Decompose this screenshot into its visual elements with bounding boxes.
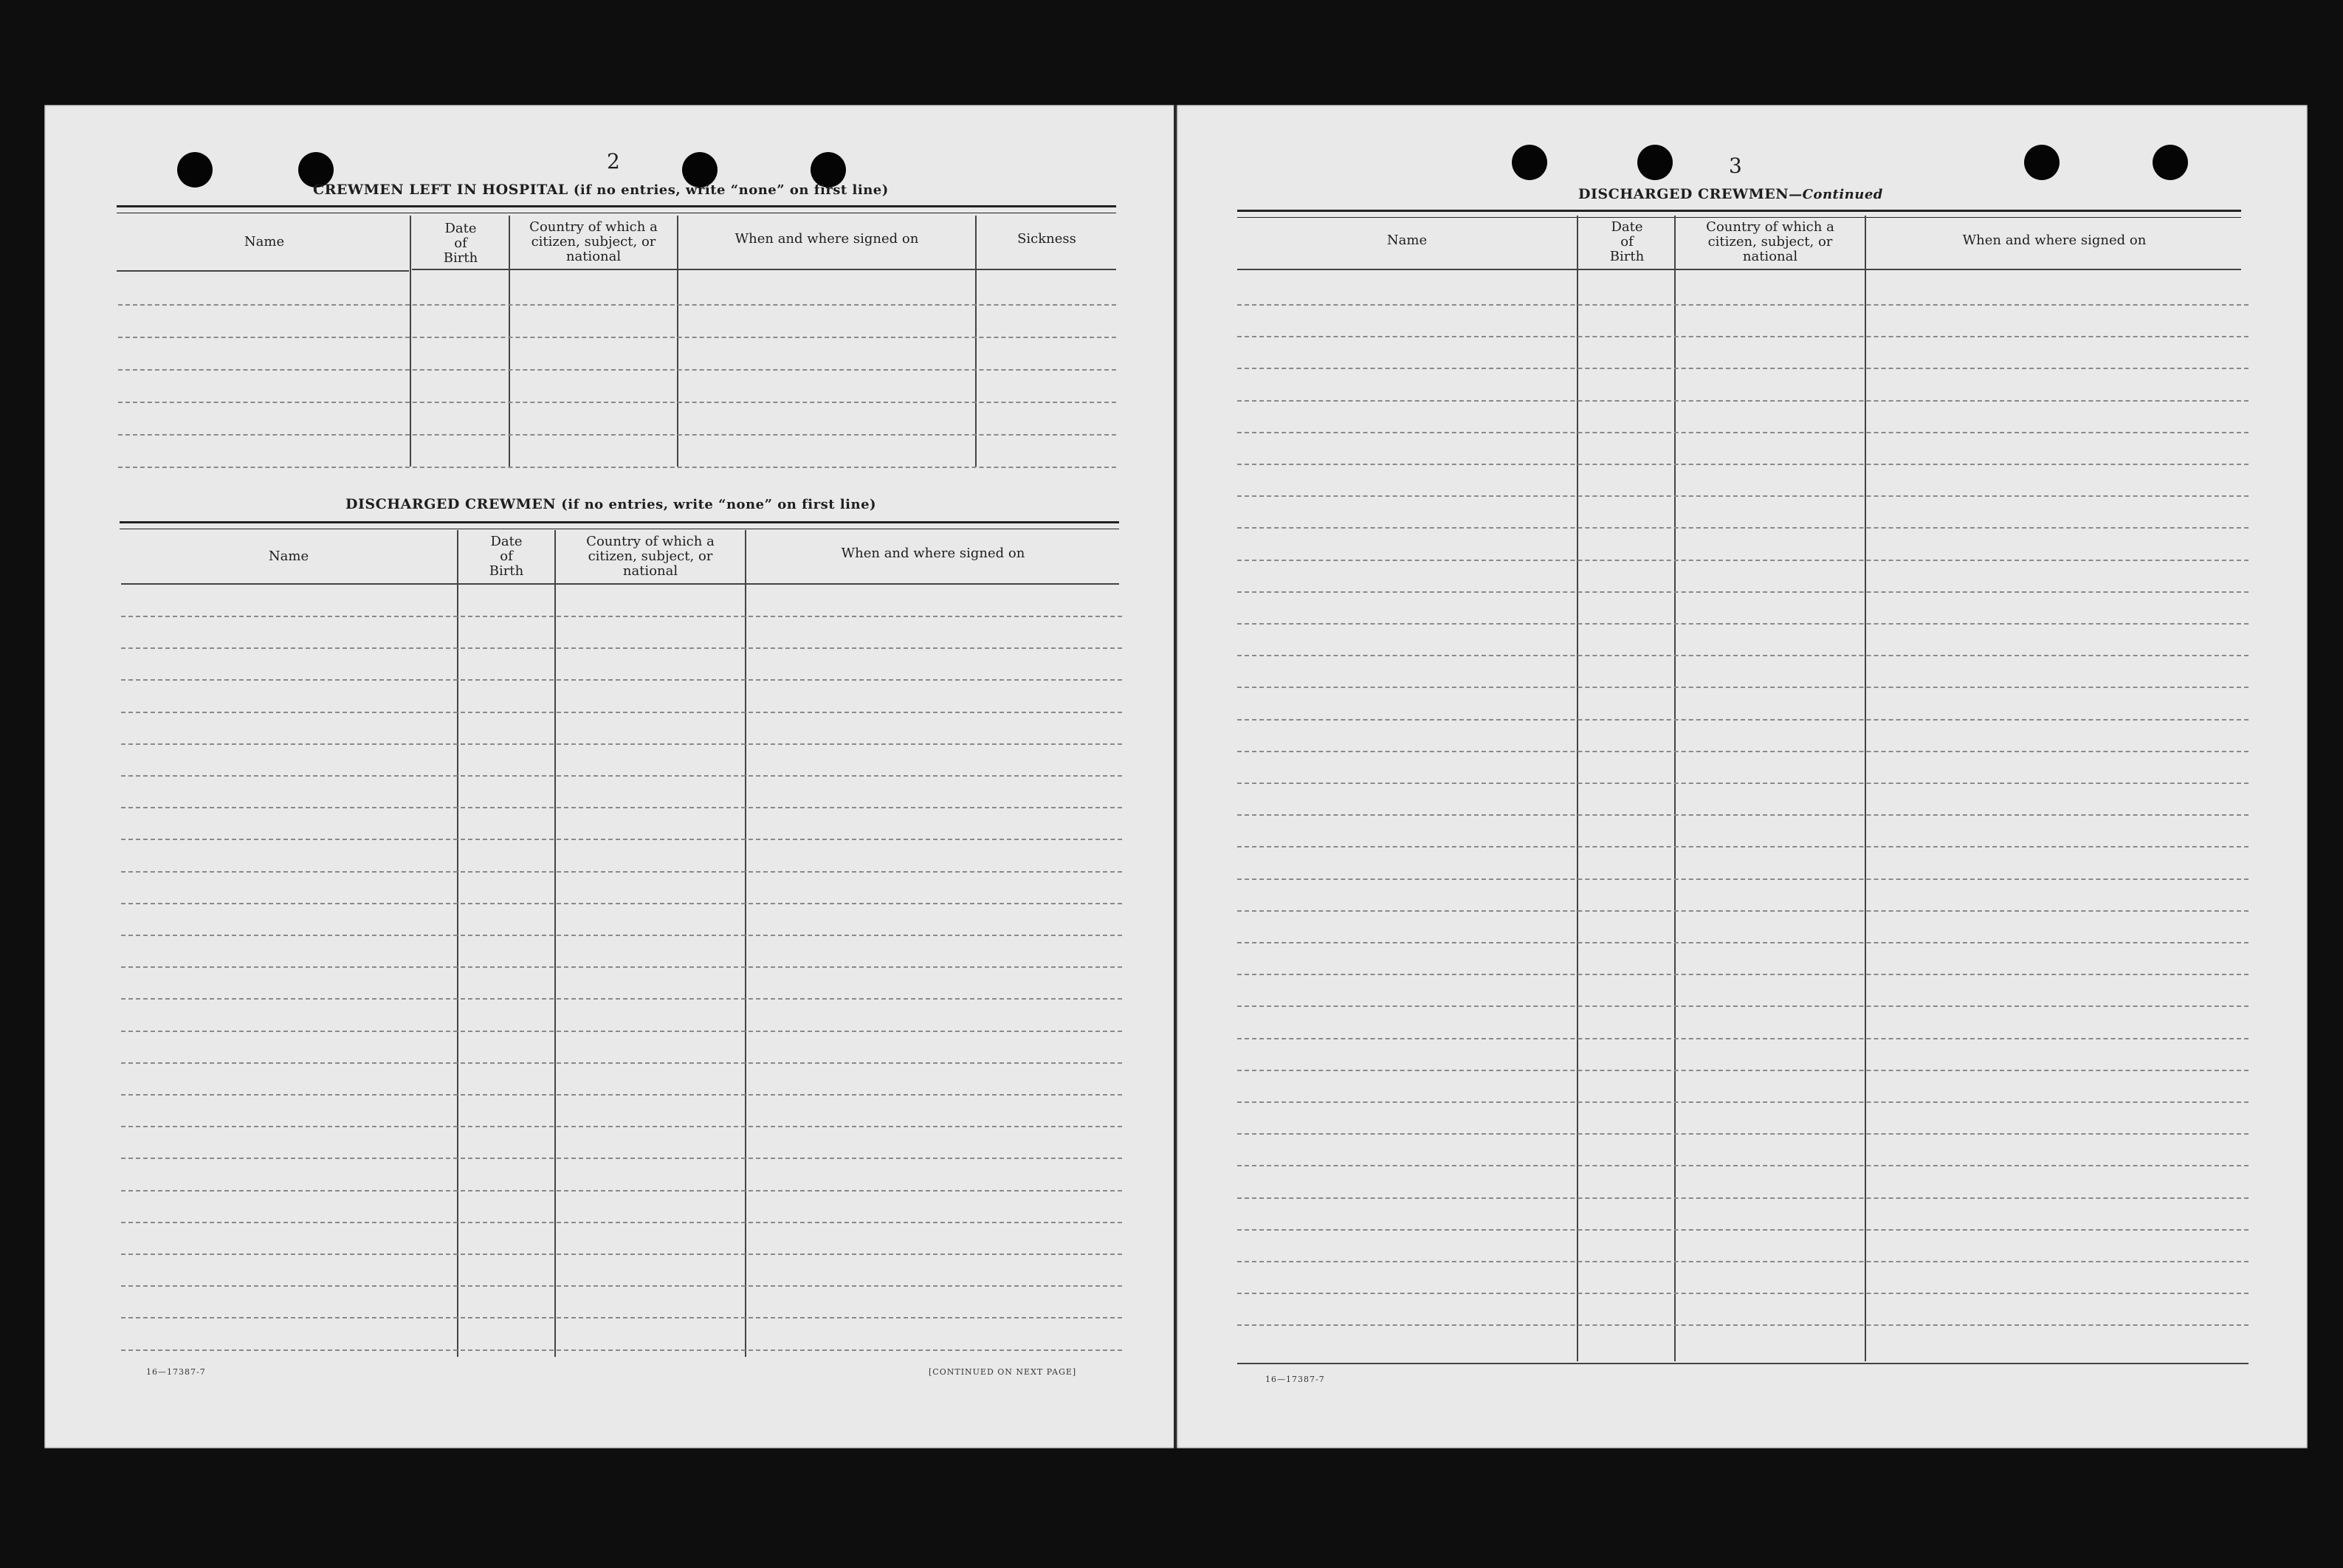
section-title-hospital (313, 182, 889, 198)
column-divider (554, 530, 556, 1357)
entry-line (1237, 1197, 2249, 1199)
entry-line (121, 743, 1122, 745)
entry-line (121, 998, 1122, 1000)
entry-line (1237, 687, 2249, 688)
punch-hole (177, 152, 213, 188)
entry-line (1237, 560, 2249, 561)
header-line: Country of which a (586, 534, 715, 549)
entry-line (121, 1349, 1122, 1351)
header-line: Birth (489, 563, 524, 579)
header-line: Date (490, 534, 523, 549)
section-note: (if no entries, write “none” on first line) (573, 182, 889, 198)
entry-line (121, 1285, 1122, 1287)
col-header-dob (459, 534, 554, 579)
entry-line (121, 1094, 1122, 1096)
header-line: citizen, subject, or (588, 549, 713, 564)
column-divider (410, 216, 411, 467)
entry-line (121, 775, 1122, 777)
entry-line (118, 402, 1116, 403)
punch-hole (2153, 145, 2188, 180)
header-line: of (454, 235, 467, 251)
column-divider (745, 530, 746, 1357)
entry-line (1237, 1133, 2249, 1135)
column-divider (1865, 216, 1866, 1361)
header-line: Country of which a (529, 219, 658, 235)
header-line: Date (1611, 219, 1643, 235)
entry-line (1237, 846, 2249, 847)
header-line: of (500, 549, 513, 564)
entry-line (121, 935, 1122, 936)
col-header-country (557, 534, 744, 579)
entry-line (1237, 495, 2249, 497)
entry-line (121, 839, 1122, 840)
entry-line (121, 679, 1122, 681)
column-divider (457, 530, 458, 1357)
entry-line (121, 1126, 1122, 1127)
entry-line (1237, 464, 2249, 465)
entry-line (1237, 1324, 2249, 1326)
header-line: national (622, 563, 678, 579)
col-header-dob (412, 221, 509, 266)
entry-line (121, 966, 1122, 968)
entry-line (1237, 368, 2249, 369)
header-line: Date (444, 221, 477, 236)
col-header-name: Name (244, 234, 285, 250)
entry-line (1237, 1165, 2249, 1166)
entry-line (121, 871, 1122, 873)
column-divider (677, 216, 678, 467)
entry-line (1237, 591, 2249, 593)
entry-line (121, 1254, 1122, 1255)
entry-line (1237, 304, 2249, 306)
entry-line (1237, 623, 2249, 625)
entry-line (1237, 751, 2249, 752)
right-page (1177, 105, 2308, 1448)
entry-line (1237, 814, 2249, 816)
punch-hole (1512, 145, 1547, 180)
entry-line (121, 1062, 1122, 1064)
column-divider (509, 216, 510, 467)
entry-line (121, 647, 1122, 649)
entry-line (1237, 655, 2249, 656)
entry-line (121, 616, 1122, 617)
header-line: Birth (1609, 249, 1645, 264)
entry-line (118, 369, 1116, 371)
header-bottom-rule (1237, 269, 2241, 270)
page-number: 3 (1729, 154, 1742, 178)
column-divider (1577, 216, 1578, 1361)
entry-line (1237, 1038, 2249, 1039)
entry-line (1237, 336, 2249, 337)
entry-line (121, 1317, 1122, 1318)
entry-line (121, 1031, 1122, 1032)
section-continued: —Continued (1789, 187, 1883, 202)
entry-line (1237, 974, 2249, 975)
header-rule (117, 205, 1116, 213)
form-code: 16—17387-7 (1265, 1375, 1325, 1384)
entry-line (1237, 719, 2249, 721)
entry-line (1237, 527, 2249, 529)
section-title-discharged (345, 496, 876, 512)
column-divider (1674, 216, 1676, 1361)
entry-line (121, 1158, 1122, 1159)
header-bottom-rule (412, 269, 1116, 270)
section-title-text: DISCHARGED CREWMEN (1578, 186, 1789, 202)
entry-line (1237, 1070, 2249, 1071)
entry-line (121, 1190, 1122, 1192)
header-bottom-rule (121, 583, 1119, 585)
entry-line (1237, 910, 2249, 912)
col-header-sickness: Sickness (1017, 231, 1076, 247)
header-line: of (1620, 234, 1634, 250)
continued-notice: [CONTINUED ON NEXT PAGE] (929, 1367, 1077, 1377)
entry-line (118, 467, 1116, 468)
punch-hole (2024, 145, 2060, 180)
column-divider (975, 216, 977, 467)
entry-line (1237, 878, 2249, 880)
col-header-dob (1580, 220, 1674, 264)
entry-line (1237, 1229, 2249, 1231)
header-line: citizen, subject, or (1707, 234, 1833, 250)
entry-line (1237, 400, 2249, 402)
header-line: national (565, 249, 622, 264)
header-bottom-rule (117, 270, 409, 272)
entry-line (121, 807, 1122, 808)
entry-line (121, 903, 1122, 904)
form-code: 16—17387-7 (146, 1367, 206, 1377)
header-line: Country of which a (1706, 219, 1834, 235)
table-bottom-rule (1237, 1363, 2249, 1364)
entry-line (1237, 1293, 2249, 1294)
header-line: national (1742, 249, 1798, 264)
page-fold (1174, 105, 1177, 1448)
entry-line (1237, 432, 2249, 433)
page-number: 2 (607, 149, 620, 173)
section-title-text: CREWMEN LEFT IN HOSPITAL (313, 182, 568, 198)
col-header-signed: When and where signed on (841, 546, 1025, 561)
entry-line (121, 1222, 1122, 1223)
col-header-signed: When and where signed on (734, 231, 919, 247)
entry-line (118, 304, 1116, 306)
col-header-name: Name (268, 549, 309, 564)
entry-line (1237, 783, 2249, 784)
section-note: (if no entries, write “none” on first line) (561, 497, 877, 512)
col-header-signed: When and where signed on (1962, 233, 2147, 248)
entry-line (1237, 1005, 2249, 1007)
header-rule (1237, 210, 2241, 218)
col-header-name: Name (1386, 233, 1428, 248)
col-header-country (511, 220, 676, 264)
entry-line (1237, 942, 2249, 943)
entry-line (121, 712, 1122, 713)
header-line: citizen, subject, or (531, 234, 656, 250)
entry-line (1237, 1261, 2249, 1262)
entry-line (118, 337, 1116, 338)
entry-line (1237, 1101, 2249, 1103)
entry-line (118, 434, 1116, 436)
section-title-discharged-continued (1578, 186, 1883, 202)
col-header-country (1677, 220, 1863, 264)
header-line: Birth (443, 250, 478, 266)
punch-hole (1637, 145, 1673, 180)
header-rule (120, 521, 1119, 529)
section-title-text: DISCHARGED CREWMEN (345, 496, 557, 512)
left-page (44, 105, 1177, 1448)
